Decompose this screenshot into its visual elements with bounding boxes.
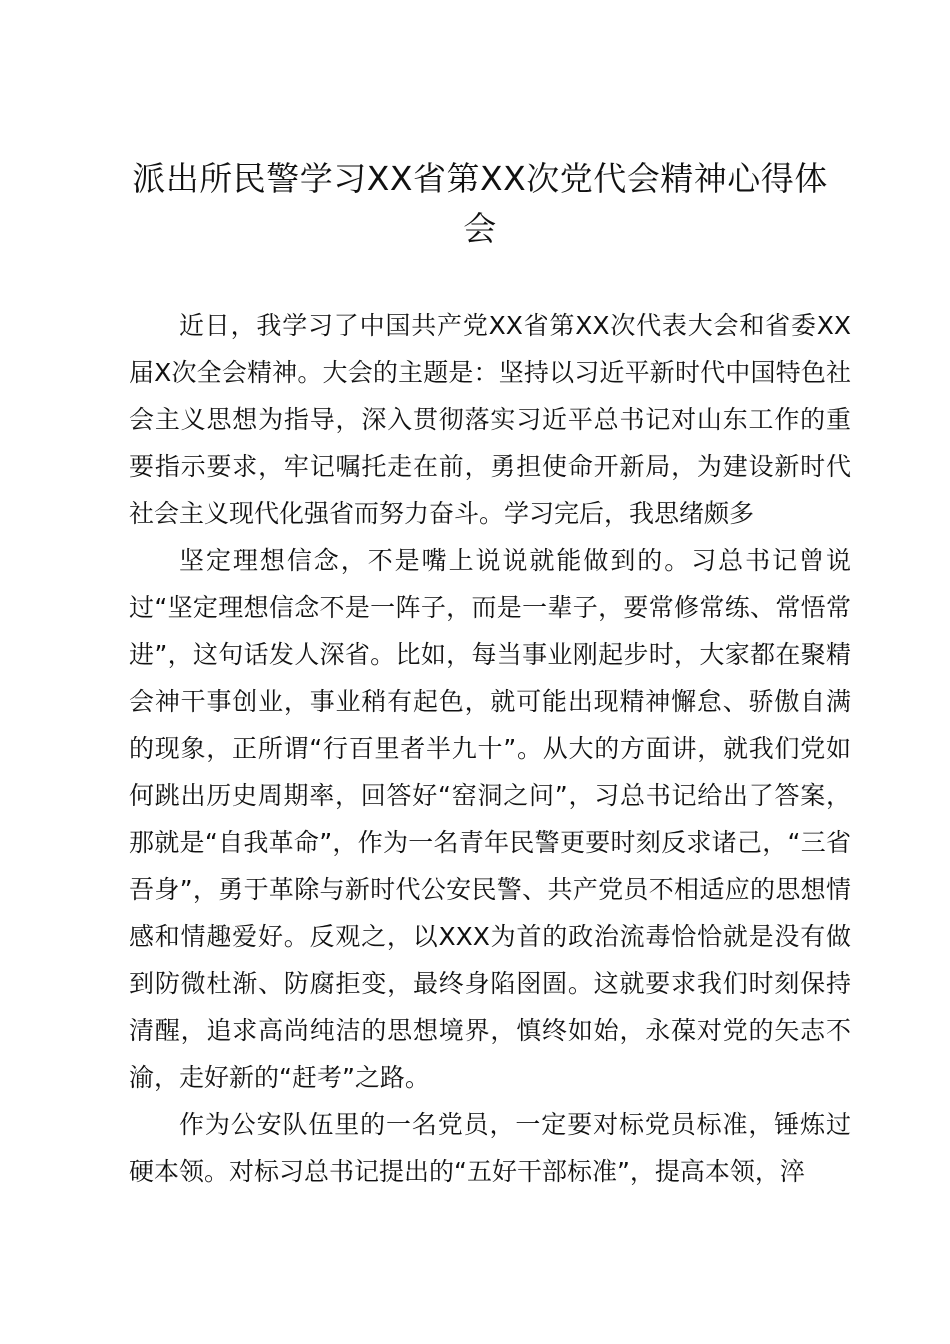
document-body <box>129 302 851 1195</box>
paragraph-2: 坚定理想信念，不是嘴上说说就能做到的。习总书记曾说过“坚定理想信念不是一阵子，而是一辈子，要常修常练、常悟常进”，这句话发人深省。比如，每当事业刚起步时，大家都在聚精会神干事创业，事业稍有起色，就可能出现精神懈怠、骄傲自满的现象，正所谓“行百里者半九十”。从大的方面讲，就我们党如何跳出历史周期率，回答好“窑洞之问”，习总书记给出了答案，那就是“自我革命”，作为一名青年民警更要时刻反求诸己，“三省吾身”，勇于革除与新时代公安民警、共产党员不相适应的思想情感和情趣爱好。反观之，以XXX为首的政治流毒恰恰就是没有做到防微杜渐、防腐拒变，最终身陷囹圄。这就要求我们时刻保持清醒，追求高尚纯洁的思想境界，慎终如始，永葆对党的矢志不渝，走好新的“赶考”之路。 <box>129 546 851 1092</box>
document-title: 派出所民警学习XX省第XX次党代会精神心得体会 <box>132 159 828 248</box>
paragraph-1: 近日，我学习了中国共产党XX省第XX次代表大会和省委XX届X次全会精神。大会的主题是：坚持以习近平新时代中国特色社会主义思想为指导，深入贯彻落实习近平总书记对山东工作的重要指示要求，牢记嘱托走在前，勇担使命开新局，为建设新时代社会主义现代化强省而努力奋斗。学习完后，我思绪颇多 <box>129 311 851 528</box>
paragraph-3: 作为公安队伍里的一名党员，一定要对标党员标准，锤炼过硬本领。对标习总书记提出的“五好干部标准”，提高本领，淬 <box>129 1110 851 1186</box>
